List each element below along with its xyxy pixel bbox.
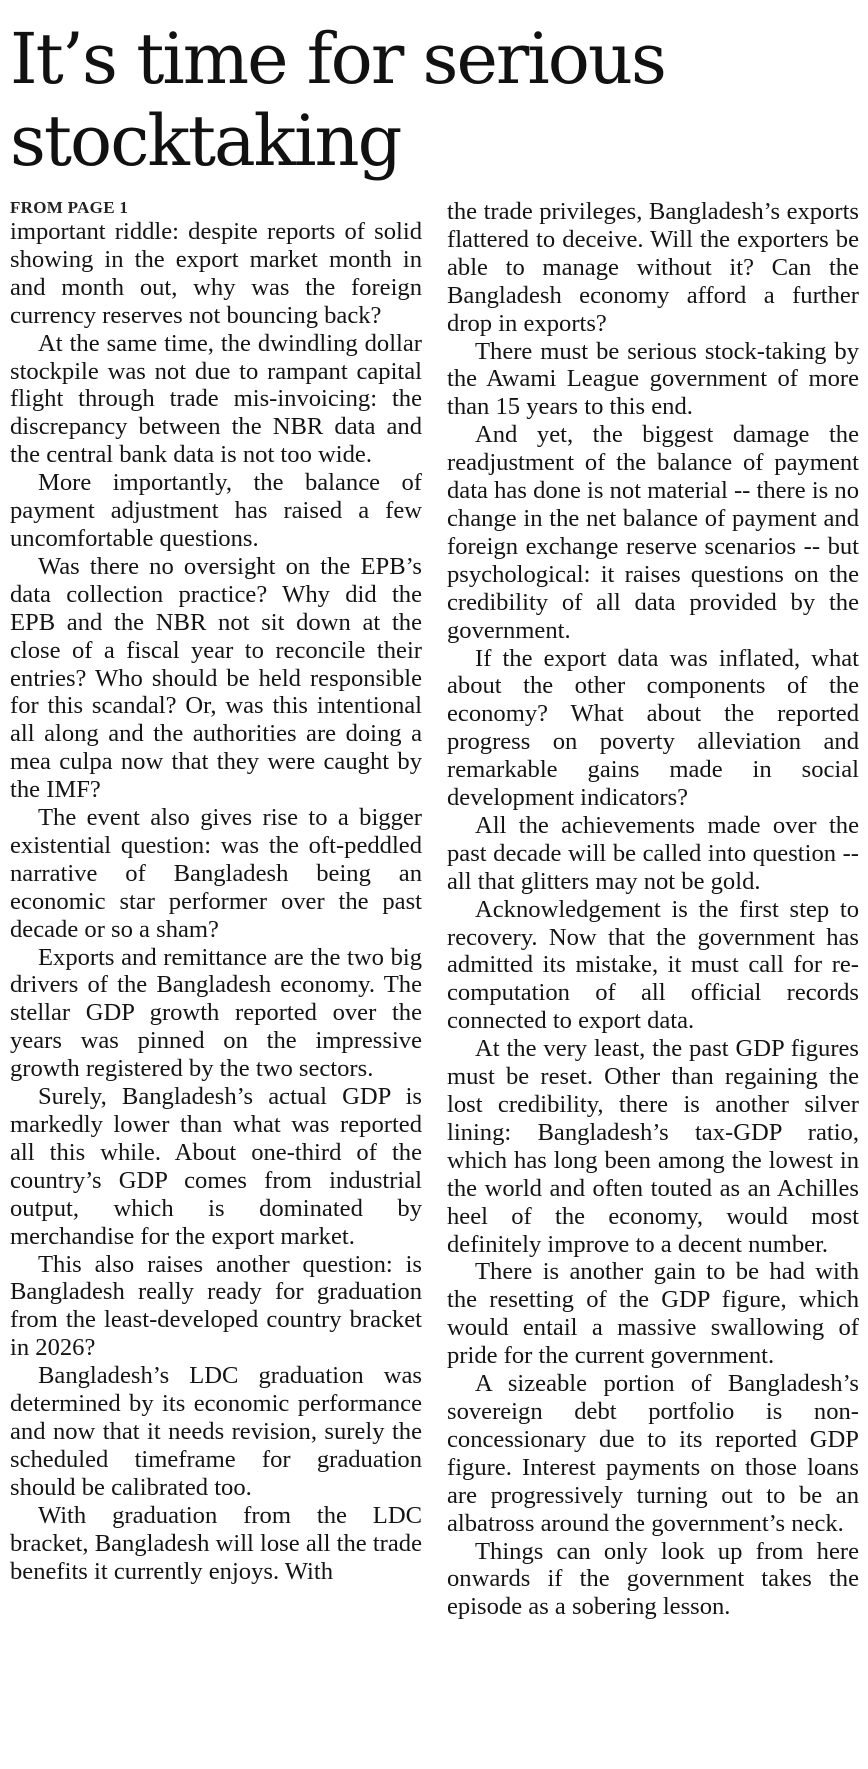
right-column [447, 198, 859, 1621]
paragraph: the trade privileges, Bangladesh’s exports flattered to deceive. Will the exporters be able to manage without it? Can the Bangladesh economy afford a further drop in exports? [447, 198, 859, 337]
paragraph: Surely, Bangladesh’s actual GDP is markedly lower than what was reported all this while. About one-third of the country’s GDP comes from industrial output, which is dominated by merchandise for the export market. [10, 1083, 422, 1250]
left-column [10, 196, 422, 1585]
paragraph: Things can only look up from here onwards if the government takes the episode as a sobering lesson. [447, 1537, 859, 1621]
headline: It’s time for serious stocktaking [10, 18, 665, 182]
paragraph: If the export data was inflated, what about the other components of the economy? What about the reported progress on poverty alleviation and remarkable gains made in social development indicators? [447, 644, 859, 812]
paragraph: Exports and remittance are the two big drivers of the Bangladesh economy. The stellar GDP growth reported over the years was pinned on the impressive growth registered by the two sectors. [10, 943, 422, 1083]
paragraph: And yet, the biggest damage the readjustment of the balance of payment data has done is not material -- there is no change in the net balance of payment and foreign exchange reserve scenarios -- but psychological: it raises questions on the credibility of all data provided by the government. [447, 421, 859, 644]
paragraph: Acknowledgement is the first step to recovery. Now that the government has admitted its mistake, it must call for re-computation of all official records connected to export data. [447, 895, 859, 1035]
paragraph: The event also gives rise to a bigger existential question: was the oft-peddled narrative of Bangladesh being an economic star performer over the past decade or so a sham? [10, 804, 422, 943]
paragraph: A sizeable portion of Bangladesh’s sovereign debt portfolio is non-concessionary due to its reported GDP figure. Interest payments on those loans are progressively turning out to be an albatross around the government’s neck. [447, 1370, 859, 1537]
paragraph: At the very least, the past GDP figures must be reset. Other than regaining the lost credibility, there is another silver lining: Bangladesh’s tax-GDP ratio, which has long been among the lowest in the world and often touted as an Achilles heel of the economy, would most definitely improve to a decent number. [447, 1035, 859, 1258]
paragraph: Was there no oversight on the EPB’s data collection practice? Why did the EPB and the NBR not sit down at the close of a fiscal year to reconcile their entries? Who should be held responsible for this scandal? Or, was this intentional all along and the authorities are doing a mea culpa now that they were caught by the IMF? [10, 552, 422, 804]
kicker: FROM PAGE 1 [10, 198, 129, 217]
paragraph: There is another gain to be had with the resetting of the GDP figure, which would entail a massive swallowing of pride for the current government. [447, 1258, 859, 1370]
paragraph: Bangladesh’s LDC graduation was determined by its economic performance and now that it needs revision, surely the scheduled timeframe for graduation should be calibrated too. [10, 1362, 422, 1501]
paragraph: At the same time, the dwindling dollar stockpile was not due to rampant capital flight through trade mis-invoicing: the discrepancy between the NBR data and the central bank data is not too wide. [10, 329, 422, 469]
paragraph: There must be serious stock-taking by the Awami League government of more than 15 years to this end. [447, 337, 859, 421]
article-page [10, 0, 860, 1769]
paragraph: More importantly, the balance of payment adjustment has raised a few uncomfortable questions. [10, 469, 422, 552]
paragraph: This also raises another question: is Bangladesh really ready for graduation from the least-developed country bracket in 2026? [10, 1250, 422, 1362]
paragraph: important riddle: despite reports of solid showing in the export market month in and month out, why was the foreign currency reserves not bouncing back? [10, 218, 422, 329]
paragraph: With graduation from the LDC bracket, Bangladesh will lose all the trade benefits it currently enjoys. With [10, 1501, 422, 1585]
paragraph: All the achievements made over the past decade will be called into question -- all that glitters may not be gold. [447, 811, 859, 895]
